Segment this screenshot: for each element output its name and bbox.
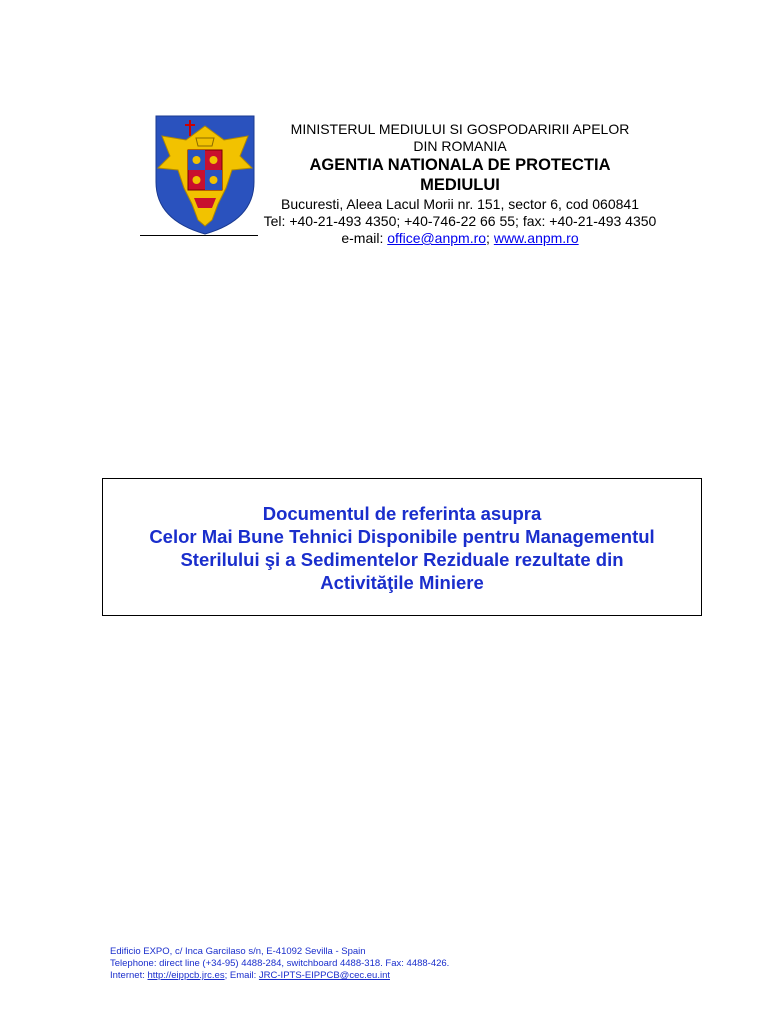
title-line-2: Celor Mai Bune Tehnici Disponibile pentru Managementul bbox=[149, 526, 655, 547]
title-line-4: Activităţile Miniere bbox=[320, 572, 484, 593]
phone-fax: Tel: +40-21-493 4350; +40-746-22 66 55; fax: +40-21-493 4350 bbox=[263, 213, 657, 229]
address: Bucuresti, Aleea Lacul Morii nr. 151, sector 6, cod 060841 bbox=[281, 196, 639, 212]
footer-internet-line bbox=[110, 970, 449, 982]
footer-address: Edificio EXPO, c/ Inca Garcilaso s/n, E-41092 Sevilla - Spain bbox=[110, 946, 366, 957]
document-title-box bbox=[102, 478, 702, 616]
contact-line bbox=[250, 230, 670, 246]
email-link[interactable]: office@anpm.ro bbox=[387, 230, 487, 246]
footer bbox=[110, 946, 449, 982]
title-line-1: Documentul de referinta asupra bbox=[262, 503, 542, 524]
ministry-name-line1: MINISTERUL MEDIULUI SI GOSPODARIRII APELOR bbox=[290, 121, 630, 137]
footer-telephone: Telephone: direct line (+34-95) 4488-284, switchboard 4488-318. Fax: 4488-426. bbox=[110, 958, 450, 969]
agency-name-line1: AGENTIA NATIONALA DE PROTECTIA bbox=[309, 156, 611, 174]
website-link[interactable]: www.anpm.ro bbox=[493, 230, 579, 246]
ministry-name-line2: DIN ROMANIA bbox=[413, 138, 507, 154]
agency-name-line2: MEDIULUI bbox=[420, 176, 500, 194]
title-line-3: Sterilului şi a Sedimentelor Reziduale rezultate din bbox=[180, 549, 624, 570]
footer-email-link[interactable]: JRC-IPTS-EIPPCB@cec.eu.int bbox=[258, 970, 390, 981]
coat-underline bbox=[140, 235, 258, 236]
internet-link[interactable]: http://eippcb.jrc.es bbox=[147, 970, 225, 981]
contact-separator: ; bbox=[486, 230, 494, 246]
letterhead bbox=[250, 121, 670, 246]
coat-of-arms-icon bbox=[152, 112, 258, 236]
email-label: e-mail: bbox=[341, 230, 388, 246]
internet-label: Internet: bbox=[110, 970, 148, 981]
footer-email-label: ; Email: bbox=[224, 970, 259, 981]
